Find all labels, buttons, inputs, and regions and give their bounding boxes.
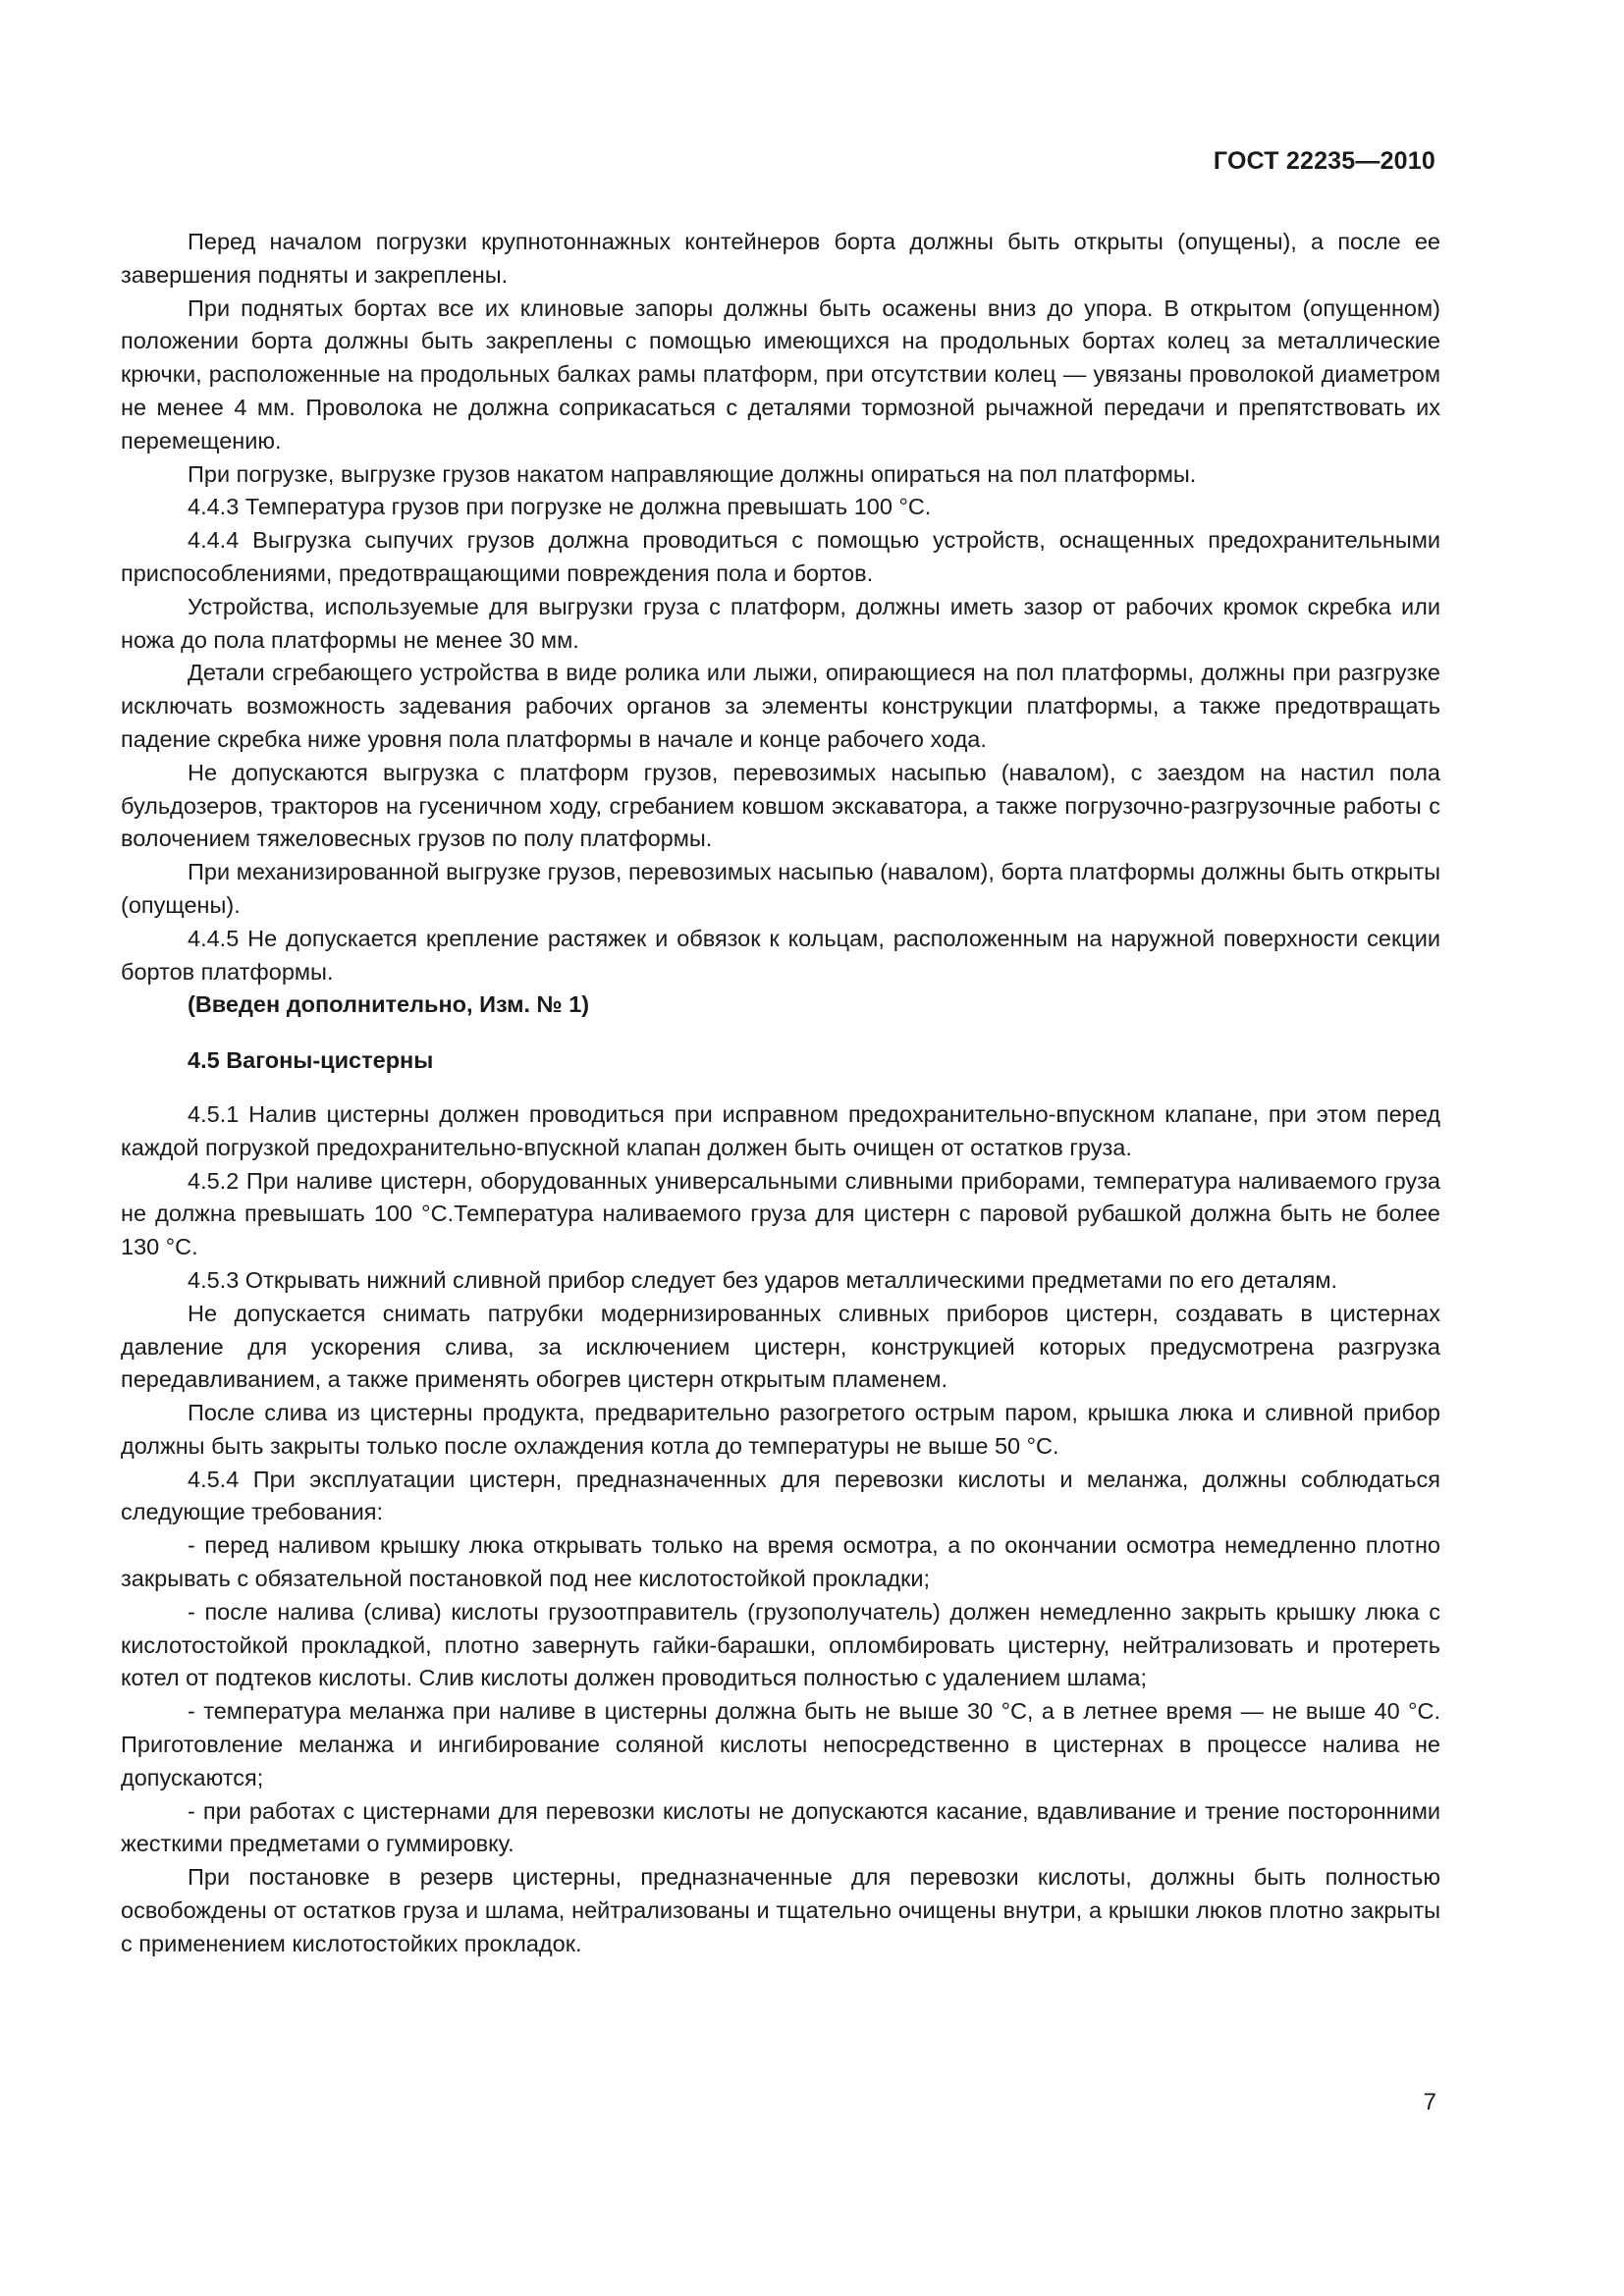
paragraph: При погрузке, выгрузке грузов накатом направляющие должны опираться на пол платформы. <box>188 460 1197 487</box>
clause-4-4-3: 4.4.3 Температура грузов при погрузке не должна превышать 100 °С. <box>188 494 932 520</box>
standard-header: ГОСТ 22235—2010 <box>1213 147 1435 175</box>
amendment-note: (Введен дополнительно, Изм. № 1) <box>188 991 590 1018</box>
paragraph: Не допускается снимать патрубки модернизированных сливных приборов цистерн, создавать в цистернах давление для ускорения слива, за исключением цистерн, конструкцией которых предусмотрена разгрузка передавливанием, а также применять обогрев цистерн открытым пламенем. <box>121 1300 1440 1393</box>
paragraph: После слива из цистерны продукта, предварительно разогретого острым паром, крышка люка и сливной прибор должны быть закрыты только после охлаждения котла до температуры не выше 50 °С. <box>121 1400 1440 1459</box>
clause-4-5-3: 4.5.3 Открывать нижний сливной прибор следует без ударов металлическими предметами по его деталям. <box>188 1266 1338 1293</box>
paragraph: Детали сгребающего устройства в виде ролика или лыжи, опирающиеся на пол платформы, должны при разгрузке исключать возможность задевания рабочих органов за элементы конструкции платформы, а также предотвращать падение скребка ниже уровня пола платформы в начале и конце рабочего хода. <box>121 660 1440 752</box>
list-item: - после налива (слива) кислоты грузоотправитель (грузополучатель) должен немедленно закрыть крышку люка с кислотостойкой прокладкой, плотно завернуть гайки-барашки, опломбировать цистерну, нейтрализовать и протереть котел от подтеков кислоты. Слив кислоты должен проводиться полностью с удалением шлама; <box>121 1598 1440 1691</box>
paragraph: При постановке в резерв цистерны, предназначенные для перевозки кислоты, должны быть полностью освобождены от остатков груза и шлама, нейтрализованы и тщательно очищены внутри, а крышки люков плотно закрыты с применением кислотостойких прокладок. <box>121 1864 1440 1956</box>
list-item: - температура меланжа при наливе в цистерны должна быть не выше 30 °С, а в летнее время — не выше 40 °С. Приготовление меланжа и ингибирование соляной кислоты непосредственно в цистернах в процессе налива не допускаются; <box>121 1698 1440 1790</box>
clause-4-5-1: 4.5.1 Налив цистерны должен проводиться при исправном предохранительно-впускном клапане, при этом перед каждой погрузкой предохранительно-впускной клапан должен быть очищен от остатков груза. <box>121 1100 1440 1160</box>
paragraph: Устройства, используемые для выгрузки груза с платформ, должны иметь зазор от рабочих кромок скребка или ножа до пола платформы не менее 30 мм. <box>121 593 1440 653</box>
clause-4-4-4: 4.4.4 Выгрузка сыпучих грузов должна проводиться с помощью устройств, оснащенных предохранительными приспособлениями, предотвращающими повреждения пола и бортов. <box>121 527 1440 586</box>
page-body <box>121 226 1440 1961</box>
clause-4-4-5: 4.4.5 Не допускается крепление растяжек и обвязок к кольцам, расположенным на наружной поверхности секции бортов платформы. <box>121 925 1440 985</box>
paragraph: Перед началом погрузки крупнотоннажных контейнеров борта должны быть открыты (опущены), а после ее завершения подняты и закреплены. <box>121 229 1440 288</box>
clause-4-5-4: 4.5.4 При эксплуатации цистерн, предназначенных для перевозки кислоты и меланжа, должны соблюдаться следующие требования: <box>121 1466 1440 1525</box>
list-item: - при работах с цистернами для перевозки кислоты не допускаются касание, вдавливание и трение посторонними жесткими предметами о гуммировку. <box>121 1797 1440 1857</box>
paragraph: При поднятых бортах все их клиновые запоры должны быть осажены вниз до упора. В открытом (опущенном) положении борта должны быть закреплены с помощью имеющихся на продольных бортах колец за металлические крючки, расположенные на продольных балках рамы платформ, при отсутствии колец — увязаны проволокой диаметром не менее 4 мм. Проволока не должна соприкасаться с деталями тормозной рычажной передачи и препятствовать их перемещению. <box>121 294 1440 454</box>
list-item: - перед наливом крышку люка открывать только на время осмотра, а по окончании осмотра немедленно плотно закрывать с обязательной постановкой под нее кислотостойкой прокладки; <box>121 1532 1440 1592</box>
clause-4-5-2: 4.5.2 При наливе цистерн, оборудованных универсальными сливными приборами, температура наливаемого груза не должна превышать 100 °С.Температура наливаемого груза для цистерн с паровой рубашкой должна быть не более 130 °С. <box>121 1167 1440 1260</box>
paragraph: Не допускаются выгрузка с платформ грузов, перевозимых насыпью (навалом), с заездом на настил пола бульдозеров, тракторов на гусеничном ходу, сгребанием ковшом экскаватора, а также погрузочно-разгрузочные работы с волочением тяжеловесных грузов по полу платформы. <box>121 759 1440 852</box>
section-title: 4.5 Вагоны-цистерны <box>188 1047 434 1074</box>
page-number: 7 <box>1423 2089 1436 2115</box>
paragraph: При механизированной выгрузке грузов, перевозимых насыпью (навалом), борта платформы должны быть открыты (опущены). <box>121 859 1440 918</box>
